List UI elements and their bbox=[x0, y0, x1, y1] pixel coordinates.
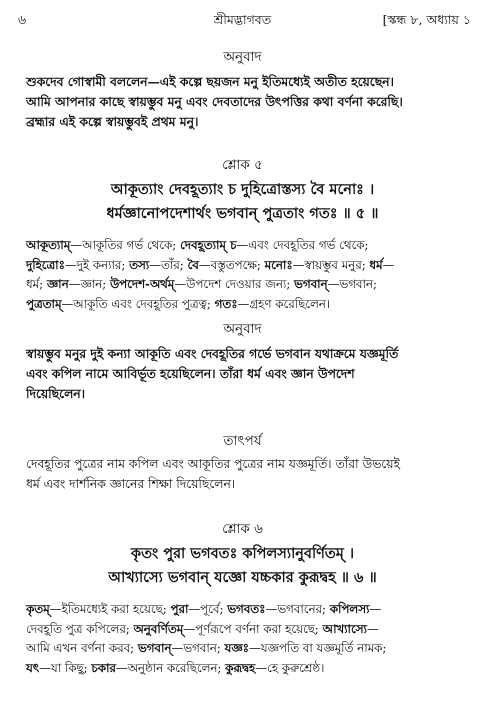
synonym-line bbox=[26, 639, 472, 659]
term-meaning: আমি এখন বর্ণনা করব; bbox=[26, 641, 138, 655]
sanskrit-term: দুহিত্রোঃ bbox=[26, 257, 65, 272]
sanskrit-term: ধর্ম bbox=[369, 257, 383, 272]
synonym-line bbox=[26, 295, 472, 315]
chapter-reference: [স্কন্ধ ৮, অধ্যায় ১ bbox=[382, 12, 471, 27]
term-meaning: —পূর্বে; bbox=[188, 602, 228, 616]
section-heading-translation: অনুবাদ bbox=[223, 321, 262, 337]
term-meaning: দেবহূতি পুত্র কপিলের; bbox=[26, 621, 134, 636]
term-meaning: —তাঁর; bbox=[149, 257, 188, 272]
text-line: স্বায়ম্ভুব মনুর দুই কন্যা আকূতি এবং দেবহূতির গর্ভে ভগবান যথাক্রমে যজ্ঞমূর্তি bbox=[26, 346, 399, 361]
term-meaning: —উপদেশ দেওয়ার জন্য; bbox=[174, 277, 295, 291]
text-line: আমি আপনার কাছে স্বায়ম্ভুব মনু এবং দেবতাদের উৎপত্তির কথা বর্ণনা করেছি। bbox=[26, 94, 403, 109]
section-heading-translation: অনুবাদ bbox=[223, 49, 262, 65]
synonym-line bbox=[26, 659, 472, 679]
term-meaning: —অনুষ্ঠান করেছিলেন; bbox=[115, 660, 226, 675]
term-meaning: — bbox=[382, 257, 395, 272]
sanskrit-term: অনুবর্ণিতম্ bbox=[133, 621, 184, 636]
verse-line: কৃতং পুরা ভগবতঃ কপিলস্যানুবর্ণিতম্ । bbox=[130, 545, 355, 562]
verse-text bbox=[0, 178, 485, 226]
term-meaning: —স্বায়ম্ভুব মনুর; bbox=[292, 257, 370, 272]
word-for-word-synonyms bbox=[26, 236, 472, 314]
verse-line: আকূত্যাং দেবহূত্যাং চ দুহিত্রোস্তস্য বৈ মনোঃ । bbox=[110, 181, 375, 198]
verse-line: আখ্যাস্যে ভগবান্ যজ্ঞো যচ্চকার কুরূদ্বহ ॥ ৬ ॥ bbox=[108, 569, 377, 586]
text-line: শুকদেব গোস্বামী বললেন—এই কল্পে ছয়জন মনু ইতিমধ্যেই অতীত হয়েছেন। bbox=[26, 74, 394, 89]
text-line: এবং কপিল নামে আবির্ভূত হয়েছিলেন। তাঁরা ধর্ম এবং জ্ঞান উপদেশ bbox=[26, 366, 355, 381]
term-meaning: —আকূতি এবং দেবহূতির পুত্রত্ব; bbox=[61, 296, 215, 311]
term-meaning: — bbox=[366, 621, 379, 636]
synonym-line bbox=[26, 236, 472, 256]
sanskrit-term: মনোঃ bbox=[264, 257, 293, 272]
synonym-line bbox=[26, 275, 472, 295]
sanskrit-term: কুরূদ্বহ bbox=[225, 660, 256, 675]
purport-paragraph bbox=[26, 454, 472, 494]
sanskrit-term: গতঃ bbox=[214, 296, 238, 311]
sanskrit-term: বৈ bbox=[187, 257, 199, 272]
book-title: শ্রীমদ্ভাগবত bbox=[213, 12, 272, 27]
term-meaning: —হে কুরুশ্রেষ্ঠ। bbox=[255, 660, 325, 675]
term-meaning: —ইতিমধ্যেই করা হয়েছে; bbox=[49, 602, 171, 616]
translation-paragraph bbox=[26, 344, 472, 404]
term-meaning: —দুই কন্যার; bbox=[64, 257, 130, 272]
sanskrit-term: যজ্ঞঃ bbox=[224, 641, 249, 655]
text-line: ব্রহ্মার এই কল্পে স্বায়ম্ভুবই প্রথম মনু। bbox=[26, 114, 199, 129]
sanskrit-term: কপিলস্য bbox=[329, 602, 370, 616]
verse-number-heading: শ্লোক ৫ bbox=[222, 157, 263, 173]
synonym-line bbox=[26, 256, 472, 276]
term-meaning: —ভগবানের; bbox=[265, 602, 330, 616]
term-meaning: —এবং দেবহূতির গর্ভ থেকে; bbox=[236, 238, 369, 252]
sanskrit-term: তস্য bbox=[129, 257, 150, 272]
text-line: ধর্ম এবং দার্শনিক জ্ঞানের শিক্ষা দিয়েছিলেন। bbox=[26, 477, 236, 491]
text-line: দিয়েছিলেন। bbox=[26, 386, 85, 401]
term-meaning: — bbox=[369, 602, 382, 616]
synonym-line bbox=[26, 600, 472, 620]
term-meaning: —ভগবান; bbox=[327, 277, 377, 291]
section-heading-purport: তাৎপর্য bbox=[223, 433, 262, 449]
term-meaning: —বস্তুতপক্ষে; bbox=[198, 257, 265, 272]
verse-text bbox=[0, 542, 485, 590]
sanskrit-term: যৎ bbox=[26, 660, 40, 675]
sanskrit-term: কৃতম্ bbox=[26, 602, 50, 616]
term-meaning: ধর্ম; bbox=[26, 277, 47, 291]
sanskrit-term: ভগবতঃ bbox=[227, 602, 266, 616]
text-line: দেবহূতির পুত্রের নাম কপিল এবং আকূতির পুত্রের নাম যজ্ঞমূর্তি। তাঁরা উভয়েই bbox=[26, 457, 400, 471]
sanskrit-term: দেবহূত্যাম্ চ bbox=[179, 238, 237, 252]
sanskrit-term: উপদেশ-অর্থম্ bbox=[109, 277, 175, 291]
verse-line: ধর্মজ্ঞানোপদেশার্থং ভগবান্ পুত্রতাং গতঃ ॥ ৫ ॥ bbox=[106, 205, 379, 222]
term-meaning: —যজ্ঞপতি বা যজ্ঞমূর্তি নামক; bbox=[248, 641, 387, 655]
verse-number-heading: শ্লোক ৬ bbox=[222, 521, 263, 537]
term-meaning: —পূর্ণরূপে বর্ণনা করা হয়েছে; bbox=[183, 621, 323, 636]
running-header bbox=[14, 12, 471, 32]
term-meaning: —গ্রহণ করেছিলেন। bbox=[237, 296, 331, 311]
sanskrit-term: পুরা bbox=[170, 602, 189, 616]
sanskrit-term: জ্ঞান bbox=[46, 277, 69, 291]
sanskrit-term: ভগবান্ bbox=[137, 641, 172, 655]
sanskrit-term: পুত্রতাম্ bbox=[26, 296, 62, 311]
term-meaning: —আকূতির গর্ভ থেকে; bbox=[70, 238, 180, 252]
page-number: ৬ bbox=[18, 12, 27, 27]
sanskrit-term: চকার bbox=[91, 660, 116, 675]
sanskrit-term: ভগবান্ bbox=[294, 277, 328, 291]
sanskrit-term: আখ্যাস্যে bbox=[322, 621, 367, 636]
translation-paragraph bbox=[26, 72, 472, 132]
term-meaning: —ভগবান; bbox=[171, 641, 225, 655]
term-meaning: —যা কিছু; bbox=[39, 660, 92, 675]
term-meaning: —জ্ঞান; bbox=[68, 277, 110, 291]
synonym-line bbox=[26, 620, 472, 640]
word-for-word-synonyms bbox=[26, 600, 472, 678]
sanskrit-term: আকূত্যাম্ bbox=[26, 238, 71, 252]
